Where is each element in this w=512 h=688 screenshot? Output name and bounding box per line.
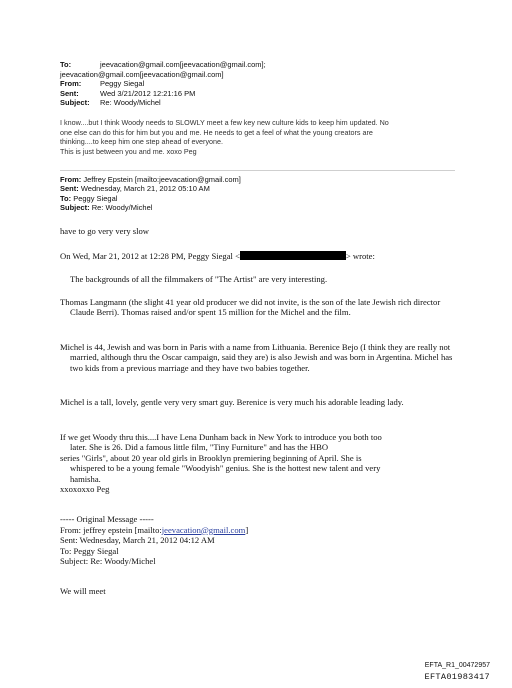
reply-sent-row [60,184,241,193]
email-link[interactable]: jeevacation@gmail.com [161,524,246,535]
paragraph-lena [60,432,382,494]
original-from-prefix: From: jeffrey epstein [mailto: [60,524,162,535]
original-header: ----- Original Message ----- [60,514,154,524]
sent-value: Wed 3/21/2012 12:21:16 PM [100,88,196,98]
subject-value: Re: Woody/Michel [100,98,161,108]
subject-row [60,98,266,108]
body-line: one else can do this for him but you and me. He needs to get a feel of what the young creators are [60,127,373,137]
redaction-box [240,251,346,260]
reply-from-value: Jeffrey Epstein [mailto:jeevacation@gmail.com] [83,175,241,184]
email-header-top [60,60,266,108]
reply-to-label: To: [60,193,72,203]
paragraph-langmann: Thomas Langmann (the slight 41 year old producer we did not invite, is the son of the late Jewish rich director Claude Berri). Thomas raised and/or spent 15 million for the Michel and the film. [60,297,441,318]
paragraph-berenice: Michel is a tall, lovely, gentle very very smart guy. Berenice is very much his adorable leading lady. [60,397,404,407]
body-line: This is just between you and me. xoxo Peg [60,146,197,156]
quote-intro-prefix: On Wed, Mar 21, 2012 at 12:28 PM, Peggy Siegal < [60,251,240,261]
reply-to-row [60,194,241,203]
original-subject: Subject: Re: Woody/Michel [60,556,156,567]
original-to: To: Peggy Siegal [60,545,119,556]
sent-label: Sent: [60,88,79,98]
signature-line: xxoxoxxo Peg [60,484,110,495]
body-line: I know....but I think Woody needs to SLOWLY meet a few key new culture kids to keep him updated. No [60,118,389,127]
reply-subject-label: Subject: [60,202,90,212]
sent-row [60,89,266,99]
email-header-reply [60,175,241,212]
original-message [60,514,248,567]
reply-subject-value: Re: Woody/Michel [91,202,153,212]
from-label: From: [60,79,82,89]
to-row-continued: jeevacation@gmail.com[jeevacation@gmail.com] [60,69,224,79]
paragraph-michel: Michel is 44, Jewish and was born in Paris with a name from Lithuania. Berenice Bejo (I think they are really not married, although thru the Oscar campaign, said they are) is also Jewish and was born in Argentina. Michel has two kids from a previous marriage and they have two babies together. [60,342,453,373]
original-from [60,525,248,536]
from-row [60,79,266,89]
reply-to-value: Peggy Siegal [73,193,118,203]
original-from-suffix: ] [245,524,249,535]
lena-line: later. She is 26. Did a famous little film, "Tiny Furniture" and has the HBO [70,442,329,453]
reply-from-label: From: [60,175,82,184]
lena-line: If we get Woody thru this....I have Lena Dunham back in New York to introduce you both too [60,432,382,442]
separator-line [60,170,455,171]
from-value: Peggy Siegal [100,79,145,89]
original-body: We will meet [60,586,106,596]
to-value: jeevacation@gmail.com[jeevacation@gmail.com]; [100,60,266,69]
document-reference: EFTA_R1_00472957 [424,662,490,669]
lena-line: whispered to be a young female "Woodyish" genius. She is the hottest new talent and very [70,463,381,474]
email-body-top [60,118,480,156]
to-label: To: [60,60,72,69]
reply-sent-label: Sent: [60,184,79,194]
quote-intro-suffix: > wrote: [345,251,375,261]
lena-line: series "Girls", about 20 year old girls in Brooklyn premiering beginning of April. She is [60,452,362,463]
bates-number: EFTA01983417 [424,672,490,682]
subject-label: Subject: [60,98,90,108]
reply-subject-row [60,203,241,212]
paragraph-artist: The backgrounds of all the filmmakers of "The Artist" are very interesting. [70,274,328,284]
body-line: thinking....to keep him one step ahead of everyone. [60,137,224,147]
quote-intro [60,251,375,261]
reply-text: have to go very very slow [60,226,150,236]
to-row [60,60,266,70]
reply-from-row [60,175,241,184]
original-sent: Sent: Wednesday, March 21, 2012 04:12 AM [60,535,215,546]
reply-sent-value: Wednesday, March 21, 2012 05:10 AM [80,184,210,194]
lena-line: hamisha. [70,473,101,484]
